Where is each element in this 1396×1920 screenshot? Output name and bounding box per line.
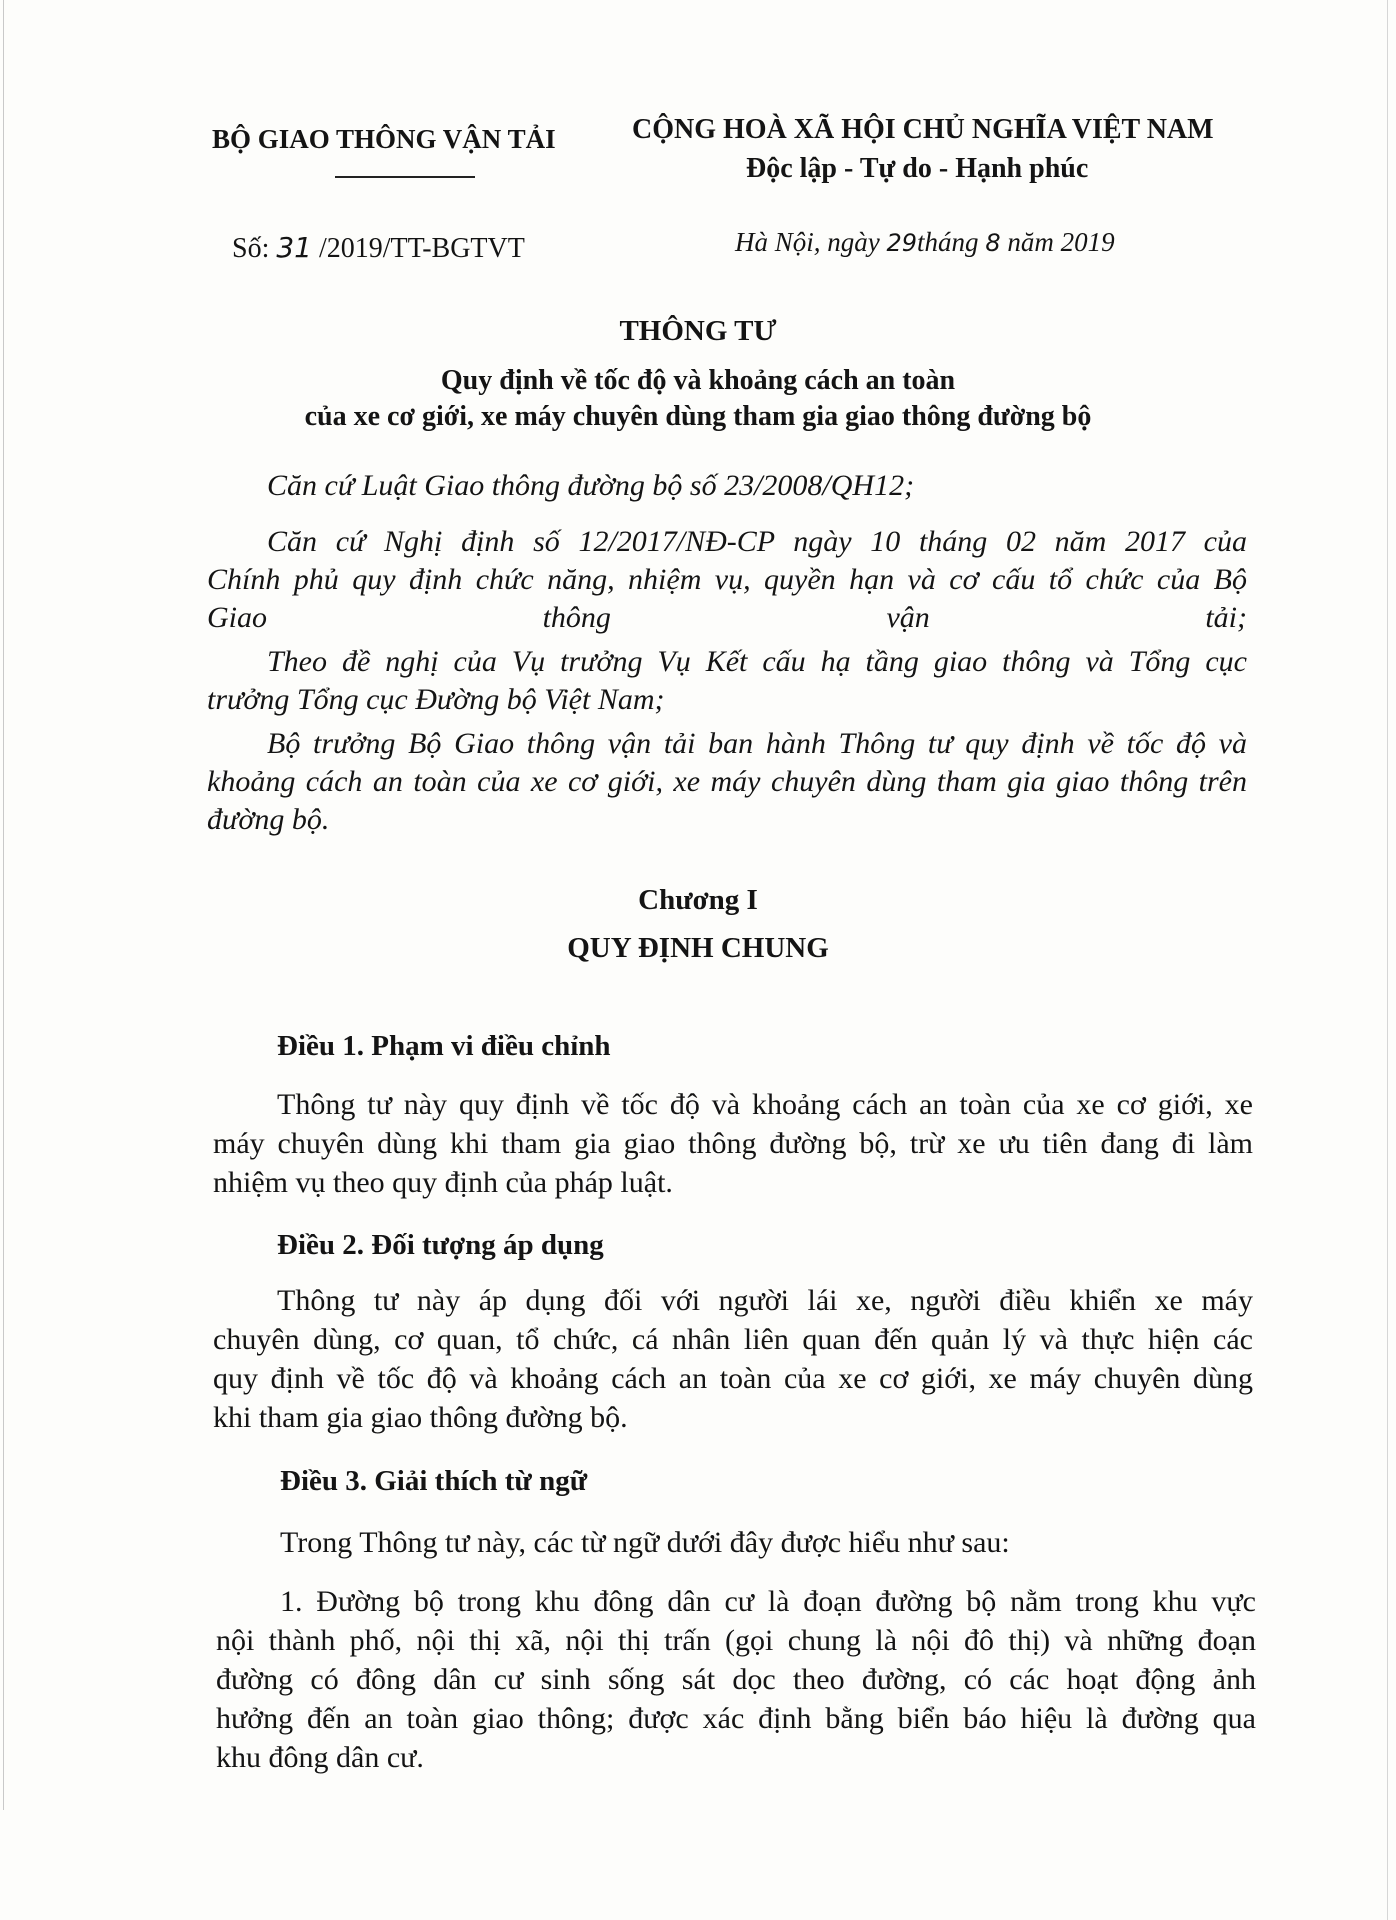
article-3-intro <box>216 1523 1256 1562</box>
article-line: Trong Thông tư này, các từ ngữ dưới đây được hiểu như sau: <box>280 1526 1010 1559</box>
document-number <box>232 231 525 265</box>
preamble-line: Căn cứ Luật Giao thông đường bộ số 23/2008/QH12; <box>267 469 915 502</box>
number-handwritten: 31 <box>276 231 312 264</box>
article-line: khi tham gia giao thông đường bộ. <box>213 1401 628 1434</box>
number-suffix: /2019/TT-BGTVT <box>312 233 525 264</box>
article-line: máy chuyên dùng khi tham gia giao thông đường bộ, trừ xe ưu tiên đang đi làm <box>213 1127 1253 1160</box>
preamble-line: khoảng cách an toàn của xe cơ giới, xe máy chuyên dùng tham gia giao thông trên <box>207 765 1247 798</box>
article-2-heading: Điều 2. Đối tượng áp dụng <box>277 1229 604 1261</box>
article-line: Thông tư này áp dụng đối với người lái xe, người điều khiển xe máy <box>277 1284 1253 1317</box>
preamble-2 <box>207 523 1247 637</box>
date-month: 8 <box>985 229 1001 257</box>
document-type: THÔNG TƯ <box>619 315 777 347</box>
article-3-heading: Điều 3. Giải thích từ ngữ <box>280 1465 588 1497</box>
chapter-name: QUY ĐỊNH CHUNG <box>567 932 829 964</box>
preamble-line: Giao thông vận tải; <box>207 601 1247 634</box>
article-line: chuyên dùng, cơ quan, tổ chức, cá nhân liên quan đến quản lý và thực hiện các <box>213 1323 1253 1356</box>
preamble-4 <box>207 725 1247 839</box>
article-line: nhiệm vụ theo quy định của pháp luật. <box>213 1166 673 1199</box>
article-line: nội thành phố, nội thị xã, nội thị trấn (gọi chung là nội đô thị) và những đoạn <box>216 1624 1256 1657</box>
date-place: Hà Nội, ngày <box>735 227 887 257</box>
preamble-line: trưởng Tổng cục Đường bộ Việt Nam; <box>207 683 665 716</box>
preamble-line: đường bộ. <box>207 803 330 836</box>
article-line: hưởng đến an toàn giao thông; được xác định bằng biển báo hiệu là đường qua <box>216 1702 1256 1735</box>
number-prefix: Số: <box>232 233 277 264</box>
article-line: khu đông dân cư. <box>216 1741 424 1774</box>
preamble-1 <box>207 467 1247 505</box>
article-1-heading: Điều 1. Phạm vi điều chỉnh <box>277 1030 611 1062</box>
article-line: Thông tư này quy định về tốc độ và khoảng cách an toàn của xe cơ giới, xe <box>277 1088 1253 1121</box>
date-year: năm 2019 <box>1000 227 1115 257</box>
preamble-3 <box>207 643 1247 719</box>
article-line: quy định về tốc độ và khoảng cách an toàn của xe cơ giới, xe máy chuyên dùng <box>213 1362 1253 1395</box>
date-month-label: tháng <box>917 227 986 257</box>
republic-name: CỘNG HOÀ XÃ HỘI CHỦ NGHĨA VIỆT NAM <box>632 114 1214 145</box>
national-motto: Độc lập - Tự do - Hạnh phúc <box>746 153 1089 184</box>
article-2-body <box>213 1281 1253 1437</box>
chapter-number: Chương I <box>638 884 758 916</box>
preamble-line: Theo đề nghị của Vụ trưởng Vụ Kết cấu hạ tầng giao thông và Tổng cục <box>267 645 1247 678</box>
article-line: 1. Đường bộ trong khu đông dân cư là đoạn đường bộ nằm trong khu vực <box>280 1585 1256 1618</box>
ministry-underline <box>335 176 475 178</box>
ministry-name: BỘ GIAO THÔNG VẬN TẢI <box>212 124 556 154</box>
preamble-line: Căn cứ Nghị định số 12/2017/NĐ-CP ngày 10 tháng 02 năm 2017 của <box>267 525 1247 558</box>
article-line: đường có đông dân cư sinh sống sát dọc theo đường, có các hoạt động ảnh <box>216 1663 1256 1696</box>
article-1-body <box>213 1085 1253 1202</box>
subject-line-2: của xe cơ giới, xe máy chuyên dùng tham gia giao thông đường bộ <box>304 401 1092 432</box>
subject-line-1: Quy định về tốc độ và khoảng cách an toàn <box>440 365 956 396</box>
date-day: 29 <box>886 229 918 257</box>
preamble-line: Bộ trưởng Bộ Giao thông vận tải ban hành Thông tư quy định về tốc độ và <box>267 727 1247 760</box>
issue-date <box>735 227 1115 258</box>
article-3-item-1 <box>216 1582 1256 1777</box>
preamble-line: Chính phủ quy định chức năng, nhiệm vụ, quyền hạn và cơ cấu tổ chức của Bộ <box>207 563 1247 596</box>
